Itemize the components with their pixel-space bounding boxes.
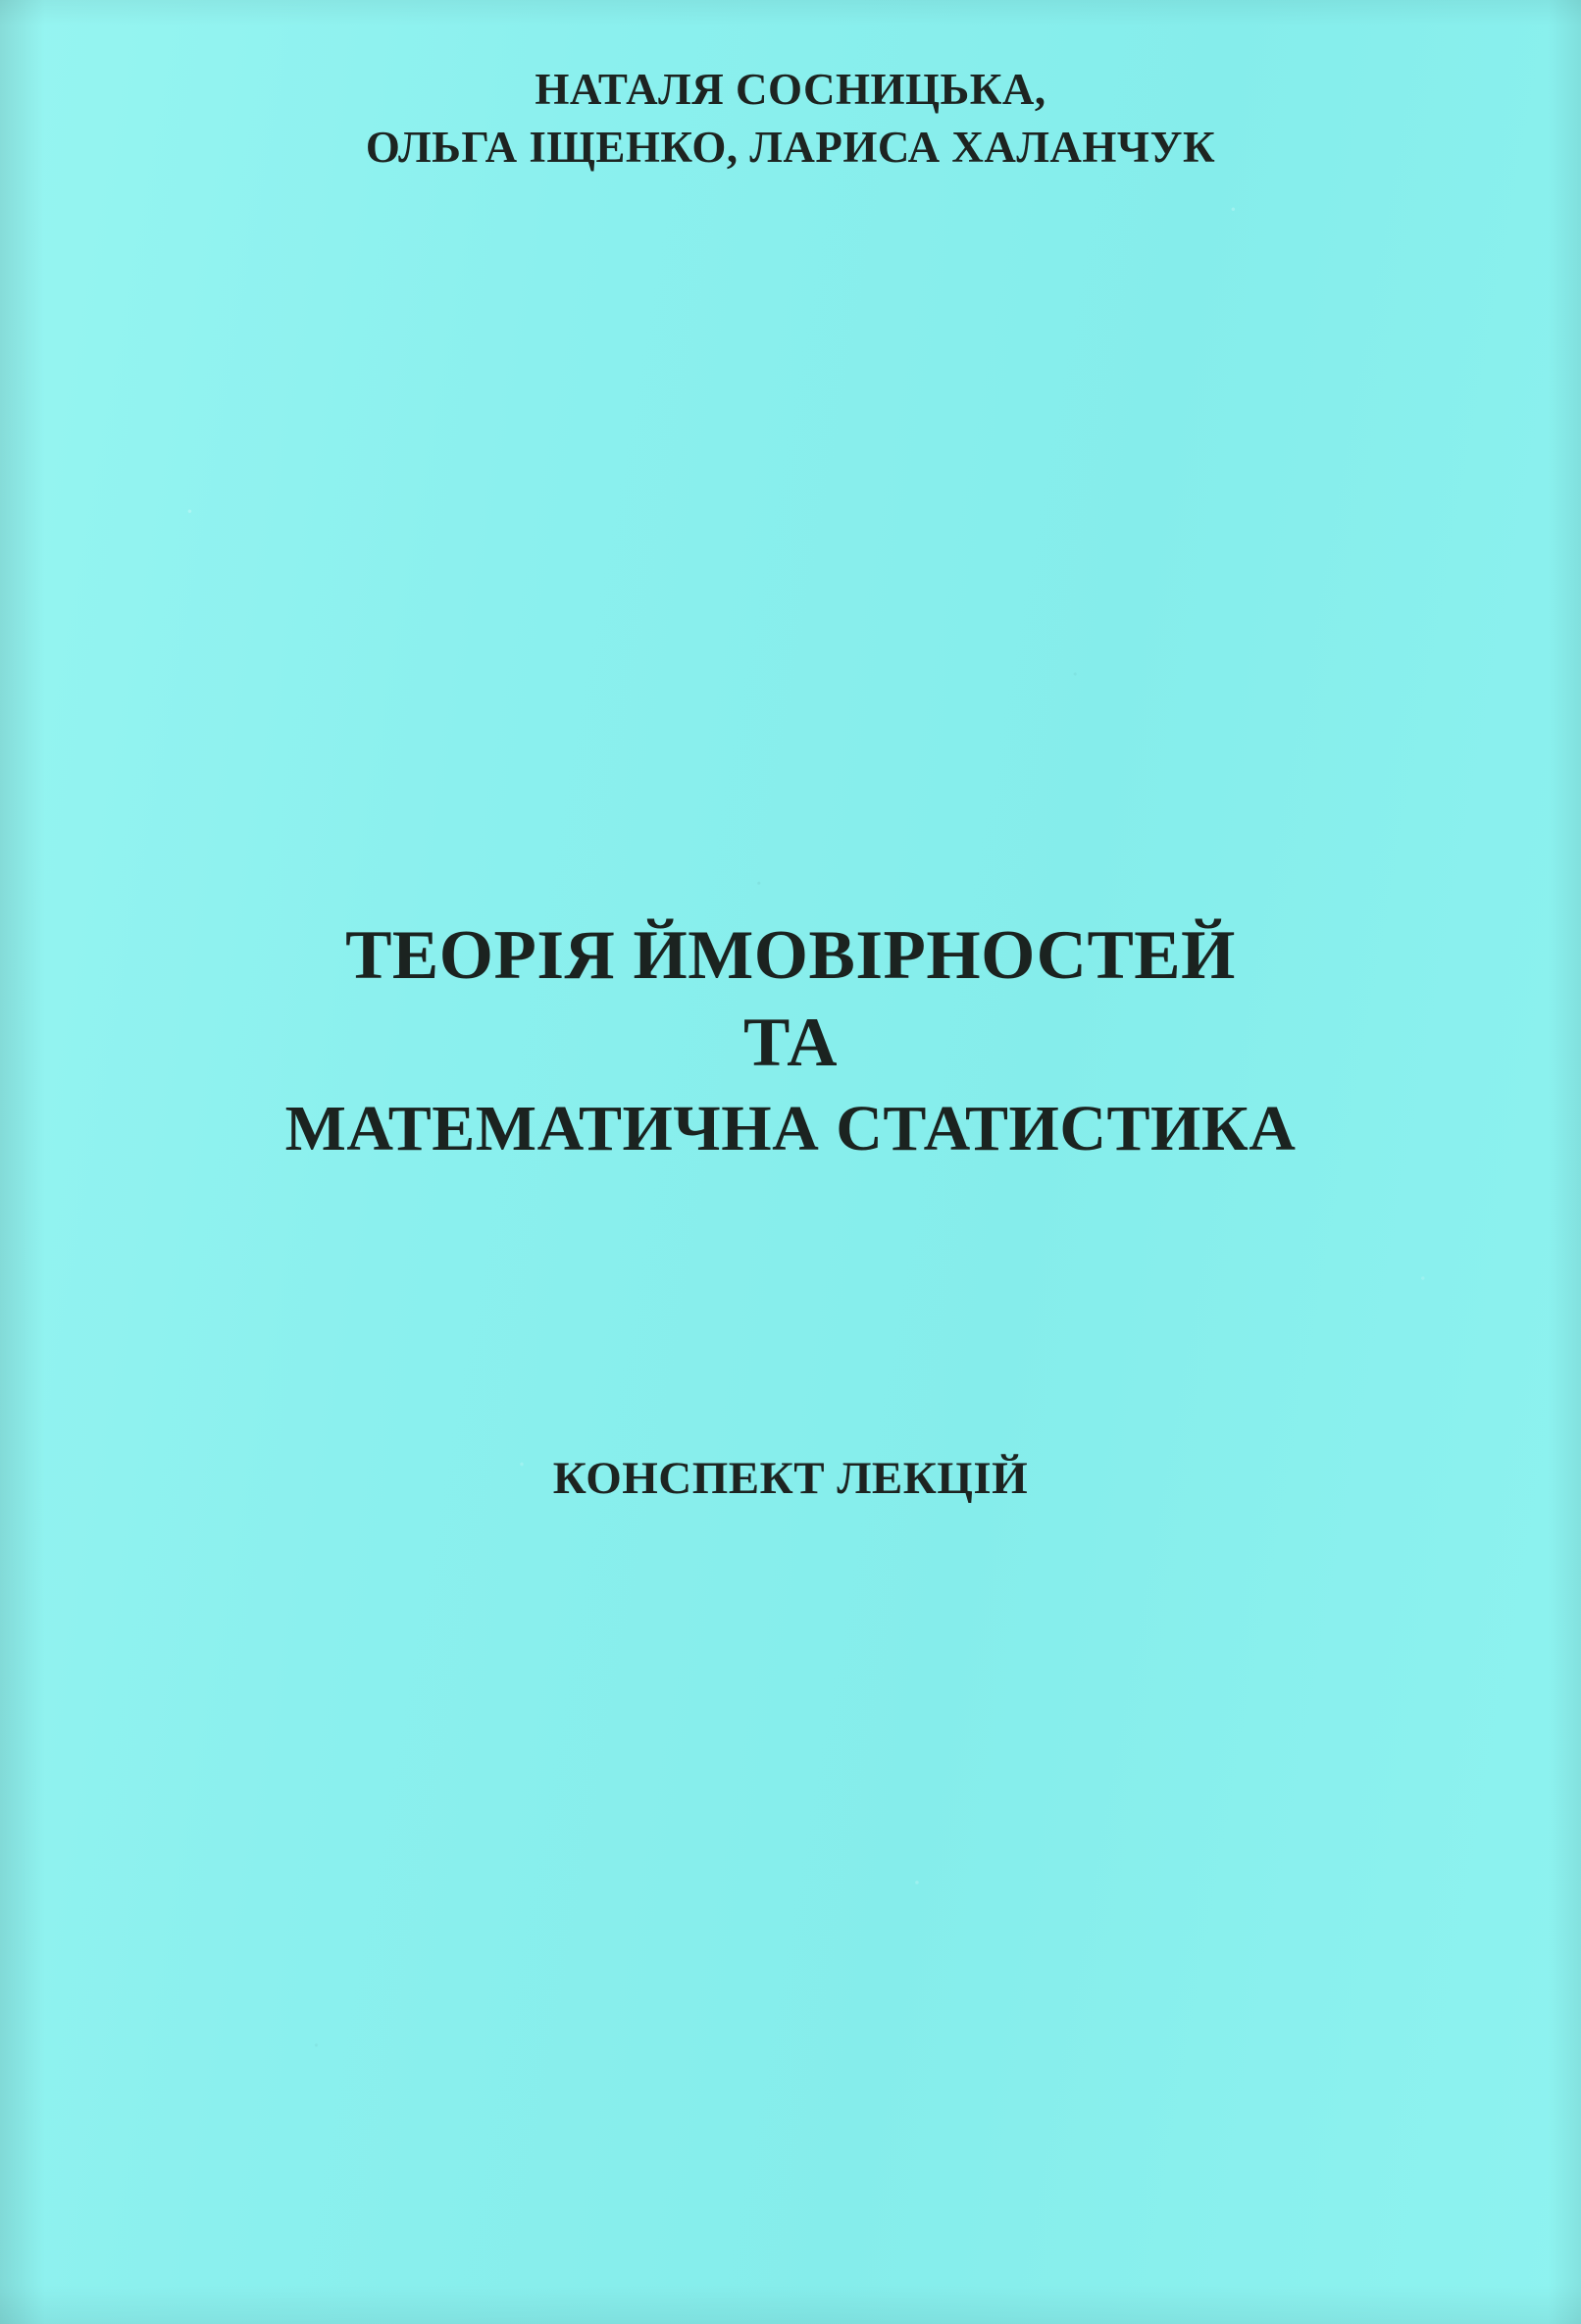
page-edge-shadow-top — [0, 0, 1581, 26]
author-line-1: НАТАЛЯ СОСНИЦЬКА, — [535, 65, 1046, 114]
page-edge-shadow-bottom — [0, 2285, 1581, 2324]
authors-block — [0, 61, 1581, 178]
title-line-2: ТА — [742, 1005, 839, 1082]
book-subtitle: КОНСПЕКТ ЛЕКЦІЙ — [552, 1453, 1029, 1504]
book-title — [0, 912, 1581, 1169]
title-line-3: МАТЕМАТИЧНА СТАТИСТИКА — [284, 1092, 1297, 1164]
title-line-1: ТЕОРІЯ ЙМОВІРНОСТЕЙ — [345, 917, 1236, 994]
author-line-2: ОЛЬГА ІЩЕНКО, ЛАРИСА ХАЛАНЧУК — [365, 123, 1216, 173]
